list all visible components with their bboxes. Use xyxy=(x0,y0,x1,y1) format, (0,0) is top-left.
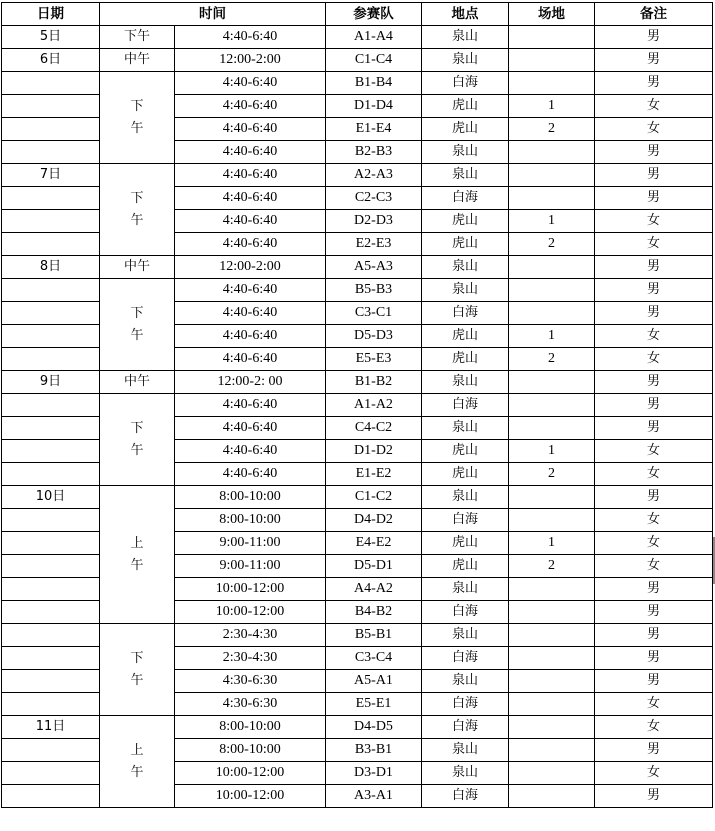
date-cell: 11日 xyxy=(2,716,100,739)
table-row xyxy=(2,624,713,647)
court-cell xyxy=(509,601,595,624)
court-cell xyxy=(509,693,595,716)
time-cell: 8:00-10:00 xyxy=(175,486,326,509)
time-cell: 4:40-6:40 xyxy=(175,463,326,486)
period-cell xyxy=(100,371,175,394)
date-cell xyxy=(2,417,100,440)
time-cell: 4:40-6:40 xyxy=(175,164,326,187)
location-cell: 泉山 xyxy=(422,739,509,762)
date-cell xyxy=(2,302,100,325)
teams-cell: E2-E3 xyxy=(326,233,422,256)
date-cell xyxy=(2,578,100,601)
period-cell xyxy=(100,164,175,256)
period-label: 午 xyxy=(130,557,144,573)
teams-cell: C3-C1 xyxy=(326,302,422,325)
time-cell: 8:00-10:00 xyxy=(175,739,326,762)
time-cell: 4:40-6:40 xyxy=(175,26,326,49)
note-cell: 男 xyxy=(595,26,713,49)
court-cell xyxy=(509,72,595,95)
period-cell xyxy=(100,716,175,808)
date-cell xyxy=(2,670,100,693)
date-cell xyxy=(2,785,100,808)
date-cell xyxy=(2,624,100,647)
time-cell: 2:30-4:30 xyxy=(175,624,326,647)
date-cell xyxy=(2,555,100,578)
period-label: 午 xyxy=(130,327,144,343)
period-cell xyxy=(100,279,175,371)
court-cell xyxy=(509,394,595,417)
period-cell xyxy=(100,72,175,164)
teams-cell: E1-E2 xyxy=(326,463,422,486)
note-cell: 女 xyxy=(595,210,713,233)
location-cell: 泉山 xyxy=(422,762,509,785)
period-label: 中午 xyxy=(123,374,150,389)
location-cell: 泉山 xyxy=(422,371,509,394)
location-cell: 白海 xyxy=(422,716,509,739)
period-label: 午 xyxy=(130,120,144,136)
note-cell: 男 xyxy=(595,670,713,693)
period-label: 午 xyxy=(130,672,144,688)
header-teams: 参赛队 xyxy=(326,3,422,26)
note-cell: 男 xyxy=(595,486,713,509)
location-cell: 白海 xyxy=(422,302,509,325)
court-cell xyxy=(509,762,595,785)
note-cell: 女 xyxy=(595,555,713,578)
location-cell: 白海 xyxy=(422,187,509,210)
time-cell: 10:00-12:00 xyxy=(175,785,326,808)
teams-cell: B1-B4 xyxy=(326,72,422,95)
location-cell: 泉山 xyxy=(422,624,509,647)
court-cell xyxy=(509,302,595,325)
note-cell: 女 xyxy=(595,463,713,486)
table-row xyxy=(2,164,713,187)
teams-cell: E5-E1 xyxy=(326,693,422,716)
note-cell: 男 xyxy=(595,601,713,624)
table-row xyxy=(2,256,713,279)
period-cell xyxy=(100,624,175,716)
date-cell xyxy=(2,532,100,555)
time-cell: 4:40-6:40 xyxy=(175,417,326,440)
location-cell: 虎山 xyxy=(422,348,509,371)
period-label: 下 xyxy=(130,190,144,206)
time-cell: 10:00-12:00 xyxy=(175,578,326,601)
court-cell xyxy=(509,371,595,394)
date-cell xyxy=(2,279,100,302)
teams-cell: D2-D3 xyxy=(326,210,422,233)
note-cell: 女 xyxy=(595,118,713,141)
court-cell xyxy=(509,164,595,187)
period-label: 下 xyxy=(130,305,144,321)
location-cell: 虎山 xyxy=(422,555,509,578)
period-label: 下 xyxy=(130,98,144,114)
period-label: 中午 xyxy=(123,52,150,67)
note-cell: 男 xyxy=(595,49,713,72)
note-cell: 男 xyxy=(595,578,713,601)
table-row xyxy=(2,279,713,302)
header-row xyxy=(2,3,713,26)
court-cell xyxy=(509,509,595,532)
teams-cell: A5-A3 xyxy=(326,256,422,279)
court-cell: 2 xyxy=(509,463,595,486)
header-note: 备注 xyxy=(595,3,713,26)
period-cell xyxy=(100,256,175,279)
location-cell: 白海 xyxy=(422,785,509,808)
location-cell: 白海 xyxy=(422,509,509,532)
court-cell xyxy=(509,739,595,762)
period-label: 下 xyxy=(130,650,144,666)
note-cell: 女 xyxy=(595,348,713,371)
time-cell: 9:00-11:00 xyxy=(175,555,326,578)
court-cell xyxy=(509,647,595,670)
note-cell: 男 xyxy=(595,785,713,808)
note-cell: 男 xyxy=(595,371,713,394)
teams-cell: D1-D2 xyxy=(326,440,422,463)
court-cell xyxy=(509,417,595,440)
location-cell: 白海 xyxy=(422,693,509,716)
teams-cell: B2-B3 xyxy=(326,141,422,164)
court-cell xyxy=(509,785,595,808)
location-cell: 虎山 xyxy=(422,325,509,348)
date-cell xyxy=(2,739,100,762)
teams-cell: A1-A2 xyxy=(326,394,422,417)
teams-cell: A2-A3 xyxy=(326,164,422,187)
date-cell xyxy=(2,693,100,716)
teams-cell: D3-D1 xyxy=(326,762,422,785)
location-cell: 泉山 xyxy=(422,164,509,187)
court-cell xyxy=(509,670,595,693)
note-cell: 女 xyxy=(595,325,713,348)
teams-cell: E4-E2 xyxy=(326,532,422,555)
teams-cell: C3-C4 xyxy=(326,647,422,670)
court-cell xyxy=(509,141,595,164)
note-cell: 男 xyxy=(595,302,713,325)
teams-cell: C1-C2 xyxy=(326,486,422,509)
header-court: 场地 xyxy=(509,3,595,26)
note-cell: 女 xyxy=(595,762,713,785)
court-cell: 1 xyxy=(509,532,595,555)
table-row xyxy=(2,49,713,72)
time-cell: 4:40-6:40 xyxy=(175,394,326,417)
period-label: 下 xyxy=(130,420,144,436)
period-label: 上 xyxy=(130,535,144,551)
note-cell: 女 xyxy=(595,440,713,463)
court-cell xyxy=(509,256,595,279)
location-cell: 泉山 xyxy=(422,486,509,509)
location-cell: 虎山 xyxy=(422,210,509,233)
date-cell xyxy=(2,509,100,532)
date-cell xyxy=(2,72,100,95)
location-cell: 白海 xyxy=(422,72,509,95)
date-cell xyxy=(2,762,100,785)
time-cell: 4:40-6:40 xyxy=(175,348,326,371)
teams-cell: D4-D2 xyxy=(326,509,422,532)
teams-cell: B5-B3 xyxy=(326,279,422,302)
date-cell xyxy=(2,394,100,417)
note-cell: 男 xyxy=(595,279,713,302)
date-cell: 5日 xyxy=(2,26,100,49)
date-cell xyxy=(2,95,100,118)
time-cell: 4:40-6:40 xyxy=(175,72,326,95)
schedule-table xyxy=(1,2,713,808)
teams-cell: C2-C3 xyxy=(326,187,422,210)
location-cell: 白海 xyxy=(422,601,509,624)
court-cell xyxy=(509,49,595,72)
time-cell: 4:40-6:40 xyxy=(175,233,326,256)
time-cell: 10:00-12:00 xyxy=(175,762,326,785)
time-cell: 10:00-12:00 xyxy=(175,601,326,624)
time-cell: 4:30-6:30 xyxy=(175,670,326,693)
date-cell xyxy=(2,440,100,463)
court-cell: 1 xyxy=(509,95,595,118)
period-label: 午 xyxy=(130,212,144,228)
location-cell: 泉山 xyxy=(422,141,509,164)
note-cell: 男 xyxy=(595,187,713,210)
court-cell xyxy=(509,26,595,49)
time-cell: 4:40-6:40 xyxy=(175,187,326,210)
location-cell: 泉山 xyxy=(422,49,509,72)
location-cell: 泉山 xyxy=(422,578,509,601)
time-cell: 4:40-6:40 xyxy=(175,302,326,325)
court-cell: 1 xyxy=(509,440,595,463)
table-row xyxy=(2,486,713,509)
time-cell: 4:40-6:40 xyxy=(175,440,326,463)
court-cell xyxy=(509,578,595,601)
date-cell xyxy=(2,141,100,164)
time-cell: 12:00-2:00 xyxy=(175,49,326,72)
period-cell xyxy=(100,26,175,49)
schedule-body xyxy=(2,26,713,808)
note-cell: 女 xyxy=(595,509,713,532)
location-cell: 泉山 xyxy=(422,670,509,693)
time-cell: 8:00-10:00 xyxy=(175,716,326,739)
date-cell: 6日 xyxy=(2,49,100,72)
location-cell: 虎山 xyxy=(422,233,509,256)
court-cell: 2 xyxy=(509,348,595,371)
teams-cell: A3-A1 xyxy=(326,785,422,808)
teams-cell: B1-B2 xyxy=(326,371,422,394)
date-cell: 10日 xyxy=(2,486,100,509)
date-cell xyxy=(2,233,100,256)
location-cell: 虎山 xyxy=(422,440,509,463)
note-cell: 男 xyxy=(595,394,713,417)
location-cell: 虎山 xyxy=(422,95,509,118)
location-cell: 虎山 xyxy=(422,463,509,486)
time-cell: 4:40-6:40 xyxy=(175,279,326,302)
note-cell: 男 xyxy=(595,141,713,164)
period-label: 午 xyxy=(130,764,144,780)
teams-cell: B3-B1 xyxy=(326,739,422,762)
date-cell xyxy=(2,463,100,486)
court-cell: 1 xyxy=(509,325,595,348)
court-cell xyxy=(509,624,595,647)
period-label: 中午 xyxy=(123,259,150,274)
teams-cell: D4-D5 xyxy=(326,716,422,739)
teams-cell: D1-D4 xyxy=(326,95,422,118)
date-cell: 9日 xyxy=(2,371,100,394)
header-time: 时间 xyxy=(100,3,326,26)
period-label: 上 xyxy=(130,742,144,758)
header-location: 地点 xyxy=(422,3,509,26)
time-cell: 8:00-10:00 xyxy=(175,509,326,532)
time-cell: 4:30-6:30 xyxy=(175,693,326,716)
table-row xyxy=(2,72,713,95)
teams-cell: C4-C2 xyxy=(326,417,422,440)
location-cell: 泉山 xyxy=(422,256,509,279)
time-cell: 4:40-6:40 xyxy=(175,118,326,141)
location-cell: 虎山 xyxy=(422,118,509,141)
time-cell: 9:00-11:00 xyxy=(175,532,326,555)
period-cell xyxy=(100,486,175,624)
court-cell: 2 xyxy=(509,118,595,141)
period-label: 午 xyxy=(130,442,144,458)
time-cell: 12:00-2:00 xyxy=(175,256,326,279)
teams-cell: A1-A4 xyxy=(326,26,422,49)
teams-cell: B4-B2 xyxy=(326,601,422,624)
location-cell: 白海 xyxy=(422,647,509,670)
note-cell: 男 xyxy=(595,739,713,762)
court-cell: 1 xyxy=(509,210,595,233)
table-row xyxy=(2,371,713,394)
date-cell xyxy=(2,118,100,141)
note-cell: 女 xyxy=(595,95,713,118)
location-cell: 白海 xyxy=(422,394,509,417)
date-cell xyxy=(2,601,100,624)
time-cell: 4:40-6:40 xyxy=(175,95,326,118)
date-cell xyxy=(2,210,100,233)
teams-cell: A4-A2 xyxy=(326,578,422,601)
teams-cell: A5-A1 xyxy=(326,670,422,693)
period-label: 下午 xyxy=(123,29,150,44)
header-date: 日期 xyxy=(2,3,100,26)
period-cell xyxy=(100,49,175,72)
table-row xyxy=(2,26,713,49)
time-cell: 2:30-4:30 xyxy=(175,647,326,670)
time-cell: 4:40-6:40 xyxy=(175,141,326,164)
location-cell: 虎山 xyxy=(422,532,509,555)
location-cell: 泉山 xyxy=(422,417,509,440)
note-cell: 男 xyxy=(595,647,713,670)
location-cell: 泉山 xyxy=(422,279,509,302)
note-cell: 女 xyxy=(595,233,713,256)
court-cell xyxy=(509,279,595,302)
table-row xyxy=(2,716,713,739)
note-cell: 女 xyxy=(595,693,713,716)
teams-cell: C1-C4 xyxy=(326,49,422,72)
date-cell xyxy=(2,187,100,210)
note-cell: 男 xyxy=(595,256,713,279)
teams-cell: B5-B1 xyxy=(326,624,422,647)
date-cell xyxy=(2,348,100,371)
note-cell: 男 xyxy=(595,164,713,187)
table-row xyxy=(2,394,713,417)
court-cell: 2 xyxy=(509,233,595,256)
court-cell xyxy=(509,486,595,509)
note-cell: 女 xyxy=(595,716,713,739)
teams-cell: D5-D3 xyxy=(326,325,422,348)
teams-cell: E5-E3 xyxy=(326,348,422,371)
court-cell: 2 xyxy=(509,555,595,578)
date-cell xyxy=(2,325,100,348)
location-cell: 泉山 xyxy=(422,26,509,49)
note-cell: 男 xyxy=(595,624,713,647)
time-cell: 4:40-6:40 xyxy=(175,210,326,233)
teams-cell: D5-D1 xyxy=(326,555,422,578)
note-cell: 男 xyxy=(595,72,713,95)
date-cell: 8日 xyxy=(2,256,100,279)
teams-cell: E1-E4 xyxy=(326,118,422,141)
court-cell xyxy=(509,716,595,739)
court-cell xyxy=(509,187,595,210)
note-cell: 男 xyxy=(595,417,713,440)
time-cell: 12:00-2: 00 xyxy=(175,371,326,394)
time-cell: 4:40-6:40 xyxy=(175,325,326,348)
date-cell: 7日 xyxy=(2,164,100,187)
note-cell: 女 xyxy=(595,532,713,555)
date-cell xyxy=(2,647,100,670)
period-cell xyxy=(100,394,175,486)
